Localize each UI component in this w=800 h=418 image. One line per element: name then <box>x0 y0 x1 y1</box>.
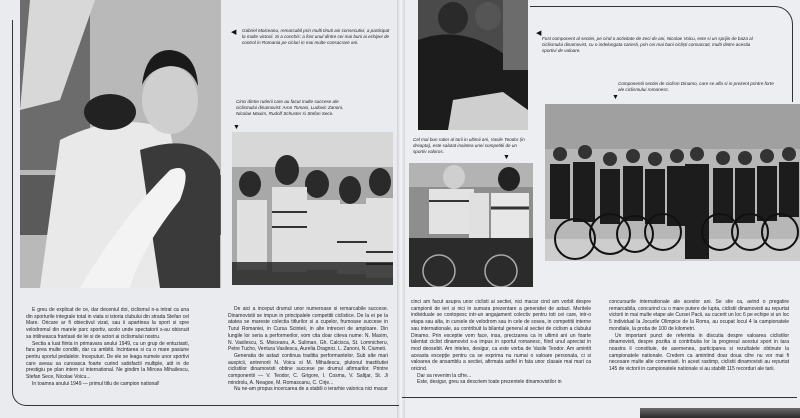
page-shadow <box>640 408 800 418</box>
right-page-bottom-rule <box>402 397 797 398</box>
team-photo <box>545 104 800 261</box>
paragraph: Dar sa revenim la cifre... <box>417 372 472 379</box>
caption-molnar: Gabriel Moiceanu, remarcabil prin multi tinuti ani consecutivi, a participat la multe victorii. Si a conchis: a fost unul dintre cei mai buni ai echipei de control in Romania pe cicluri in mai multe consacrare ani. <box>242 28 390 45</box>
caption-pointer-down-icon: ▼ <box>612 94 619 101</box>
cyclist-portrait-photo <box>20 0 221 288</box>
left-body-column-1 <box>26 307 189 387</box>
cyclists-group-photo <box>232 132 393 285</box>
caption-pointer-down-icon: ▼ <box>503 154 510 161</box>
paragraph: E greu de explicat de ce, dar deceniul doi, ciclismul n-a intrat ca una din sporturile integrale total in viata si istoria clubului din strada Stefan cel Mare. Oricare ar fi obiectivul vizat, sau ii apartinea la sport si spre velodromul din marele parc sportiv, acolo unde spectatorii s-au obisnuit sa intilneasca frantasii de lei si de actori ai ciclismului nostru. <box>26 307 189 340</box>
paragraph: Sectia a luat fiinta in primavara anului 1949, cu un grup de entuziasti, fara prea multe conditii, dar cu ambitii. Incintarea si cu o mare pasiune pentru sportul pedalelor. Inceputuri. De ele se leaga numele unor sportivi care aveau sa cunoasca foarte curind satisfactii multiple, atit in de prestigiu pe plan intern si international. Ne gindim la Mircea Mihailescu, Stefan Sece, Nicolae Voicu... <box>26 340 189 381</box>
paragraph: Este, desigur, greu sa descriem toate prezentele dinamovistilor in <box>417 379 562 386</box>
paragraph: De aici a inceput drumul unor numeroase si remarcabile succese. Dinamovistii se impun in principalele competitii ciclistice. De la ei pe la atatea se mareste colectia titlurilor si a cupelor, frumoase succese in Turul Romaniei, in Cursa Scinteii, in alte intreceri de amploare. Din lungile lor seria a performerilor, vom cita doar citeva nume: N. Maxim, N. Vasilescu, S. Moiceanu, A. Suliman, Gh. Calcisca, St. Lomnicheru, Petre Tucho, Ventura Vasilescu, Aurelia Dragnici, L. Zanoni, N. Ciumeti. <box>228 306 388 353</box>
caption-handshake: Cel mai bun rutier al tarii in ultimii ani, Vasile Teodor (in dreapta), este salutat inaintea unei competitii de un sportiv valoros. <box>413 137 525 154</box>
paragraph: concursurile internationale ale acestor ani. Se stie ca, avind o pregatire remarcabila, concurind cu o mare putere de lupta, ciclistii dinamovisti au repurtat victorii in mai multe etape ale Cursei Pacii, au cucerit un loc 6 pe echipe si un loc 5 individual la Jocurile Olimpice de la Roma, au ocupat locul 4 la campionatele mondiale, la proba de 100 de kilometri. <box>609 299 789 332</box>
caption-pointer-left-icon: ◀ <box>231 29 237 36</box>
left-body-column-2 <box>228 306 388 393</box>
paragraph: Un important punct de referinta in discutia despre valoarea ciclistilor dinamovisti, despre pozitia si contributia lor la progresul acestui sport in tara noastra il constituie, de asemenea, participarea si rezultatele obtinute la campionatele nationale. Credem ca amintind doar doua cifre nu vor mai fi necesare multe alte comentarii. In acest rastimp, ciclistii dinamovisti au repurtat 145 de victorii in campionatele nationale si au stabilit 115 recorduri ale tarii. <box>609 332 789 373</box>
caption-names: Cinci dintre rutierii care au facut multe succese ale ciclismului dinamovist: Aron Tomasi, Ludovic Zanoni, Nicolae Maxim, Rudolf Schuster si Stefan Sece. <box>236 99 344 116</box>
coaches-photo <box>418 0 528 130</box>
right-body-column-2 <box>609 299 789 373</box>
caption-pointer-down-icon: ▼ <box>233 124 240 131</box>
paragraph: Nu ne-am propus incercarea de a stabili o ierarhie valorica nici macar <box>234 386 388 393</box>
caption-team: Componentii sectiei de ciclism Dinamo, care se afla si in prezent printre forte ale ciclismului romanesc. <box>618 81 774 92</box>
right-body-column-1 <box>411 299 591 386</box>
paragraph: Generatia de astazi continua traditia performantelor. Sub alte mari auspicii, antrenorii N. Voicu si M. Mihailescu, plutonul inastitutiei ciclistilor dinamovisti obtine succese pe drumul afirmarilor. Printre componentii — V. Teodor, C. Grigore, I. Cosma, V. Saltjar, St. Ji mindrolu, A. Neagoe, M. Romascanu, C. Cirje... <box>228 352 388 386</box>
paragraph: cinci am facut asupra unor ciclisti ai sectiei, nici macar cind am vorbit despre campionii de ieri si nici in sumara prezentare a generatiei de astazi. Meritele individuale se contopesc intr-un angajament colectiv pentru toti cei care, intr-o etapa sau alta, in cursele de velodrom sau in cele de sosea, in competitii interne sau internationale, au contribuit la bilantul general al sectiei de ciclism a clubului Dinamo. Prin exceptie vom face, insa, precizarea ca in ultimii ani un foarte talentat ciclist dinamovist s-a impus in sportul romanesc, fiind unul apreciat in mod deosebit. Am inteles, desigur, ca este vorba de Vasile Teodor. Am amintit aceasta excepție pentru ca se exprima nu numai o valoare personala, ci si valoarea de ansamblu a sectiei, afirmata astfel in fata unor clasaie mai mari ca oricind. <box>411 299 591 373</box>
paragraph: In toamna anului 1949 — primul titlu de campion national! <box>32 380 160 387</box>
caption-pointer-left-icon: ◀ <box>536 30 542 37</box>
caption-coaches: Fost component al sectiei, pe cind o activitate de zeci de ani, Nicolae Voicu, este si un sprijin de baza al ciclismului dinamovist, cu o indelungata carieră, prin cei mai buni cicliști consacrati, multi dintre acestia sportivi de valoare. <box>542 36 753 53</box>
handshake-photo <box>409 163 533 287</box>
